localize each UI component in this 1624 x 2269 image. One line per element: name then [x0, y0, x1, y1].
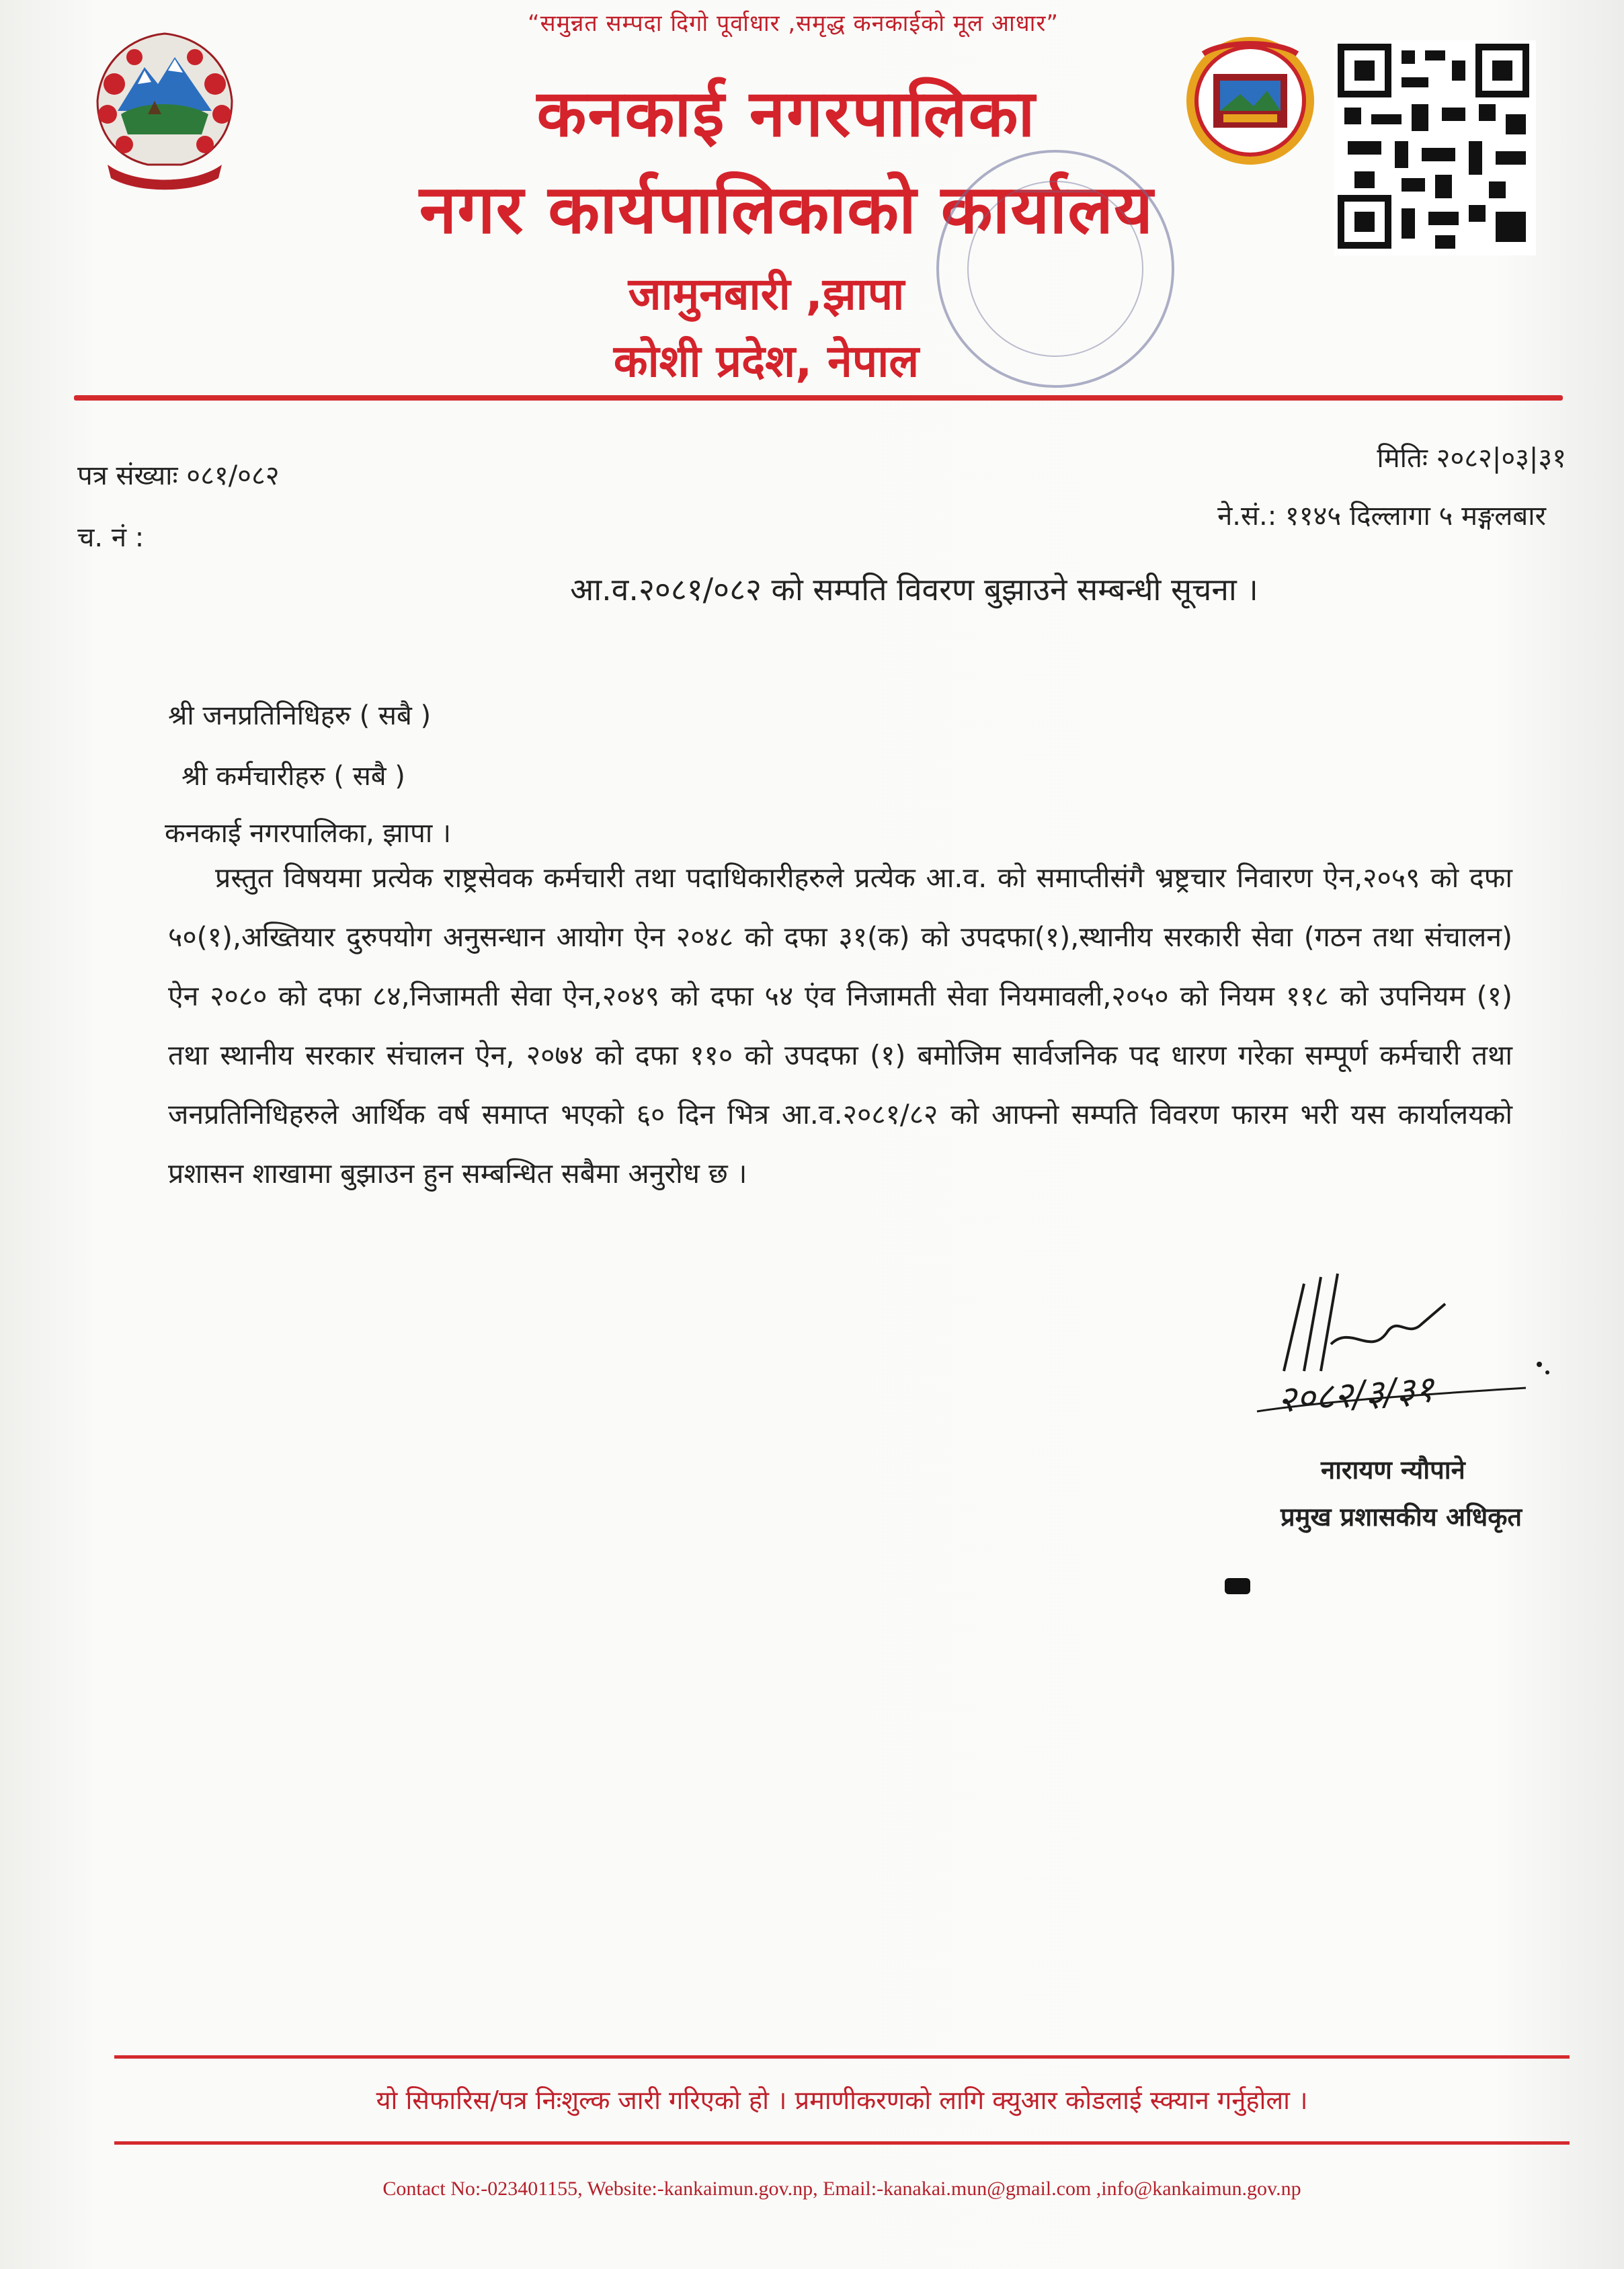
nepal-emblem-icon	[67, 20, 262, 195]
signature-date: २०८२/३/३१	[1276, 1367, 1436, 1421]
motto: “समुन्नत सम्पदा दिगो पूर्वाधार ,समृद्ध कनकाईको मूल आधार”	[528, 10, 1059, 37]
footer-divider-bottom	[114, 2141, 1570, 2145]
addressee-line: श्री कर्मचारीहरु ( सबै )	[181, 761, 405, 792]
subject-line: आ.व.२०८१/०८२ को सम्पति विवरण बुझाउने सम्बन्धी सूचना ।	[570, 571, 1258, 608]
header-divider	[74, 395, 1563, 401]
qr-code-icon	[1334, 40, 1536, 255]
dispatch-number: च. नं :	[77, 522, 145, 553]
ink-mark	[1225, 1578, 1250, 1594]
addressee-line: कनकाई नगरपालिका, झापा ।	[165, 818, 452, 849]
org-name: कनकाई नगरपालिका	[536, 76, 1037, 151]
signatory-title: प्रमुख प्रशासकीय अधिकृत	[1281, 1502, 1522, 1532]
footer-note: यो सिफारिस/पत्र निःशुल्क जारी गरिएको हो । प्रमाणीकरणको लागि क्युआर कोडलाई स्क्यान गर्नुहोला ।	[376, 2086, 1308, 2115]
contact-info: Contact No:-023401155, Website:-kankaimun.gov.np, Email:-kanakai.mun@gmail.com ,info@kankaimun.gov.np	[382, 2178, 1301, 2200]
letter-date: मितिः २०८२|०३|३१	[1377, 443, 1566, 474]
address-line-1: जामुनबारी ,झापा	[628, 268, 905, 320]
footer-divider-top	[114, 2055, 1570, 2059]
municipality-logo-icon	[1176, 27, 1324, 175]
signatory-name: नारायण न्यौपाने	[1321, 1455, 1465, 1485]
office-name: नगर कार्यपालिकाको कार्यालय	[419, 170, 1154, 249]
addressee-line: श्री जनप्रतिनिधिहरु ( सबै )	[168, 700, 432, 731]
letter-number: पत्र संख्याः ०८१/०८२	[77, 460, 280, 491]
address-line-2: कोशी प्रदेश, नेपाल	[613, 335, 920, 387]
office-stamp-icon	[914, 128, 1196, 410]
nepal-sambat-date: ने.सं.: ११४५ दिल्लागा ५ मङ्गलबार	[1217, 501, 1546, 532]
body-paragraph: प्रस्तुत विषयमा प्रत्येक राष्ट्रसेवक कर्मचारी तथा पदाधिकारीहरुले प्रत्येक आ.व. को समाप्तीसंगै भ्रष्ट्रचार निवारण ऐन,२०५९ को दफा ५०(१),अख्तियार दुरुपयोग अनुसन्धान आयोग ऐन २०४८ को दफा ३१(क) को उपदफा(१),स्थानीय सरकारी सेवा (गठन तथा संचालन) ऐन २०८० को दफा ८४,निजामती सेवा ऐन,२०४९ को दफा ५४ एंव निजामती सेवा नियमावली,२०५० को नियम ११८ को उपनियम (१) तथा स्थानीय सरकार संचालन ऐन, २०७४ को दफा ११० को उपदफा (१) बमोजिम सार्वजनिक पद धारण गरेका सम्पूर्ण कर्मचारी तथा जनप्रतिनिधिहरुले आर्थिक वर्ष समाप्त भएको ६० दिन भित्र आ.व.२०८१/८२ को आफ्नो सम्पति विवरण फारम भरी यस कार्यालयको प्रशासन शाखामा बुझाउन हुन सम्बन्धित सबैमा अनुरोध छ ।	[168, 862, 1512, 1190]
